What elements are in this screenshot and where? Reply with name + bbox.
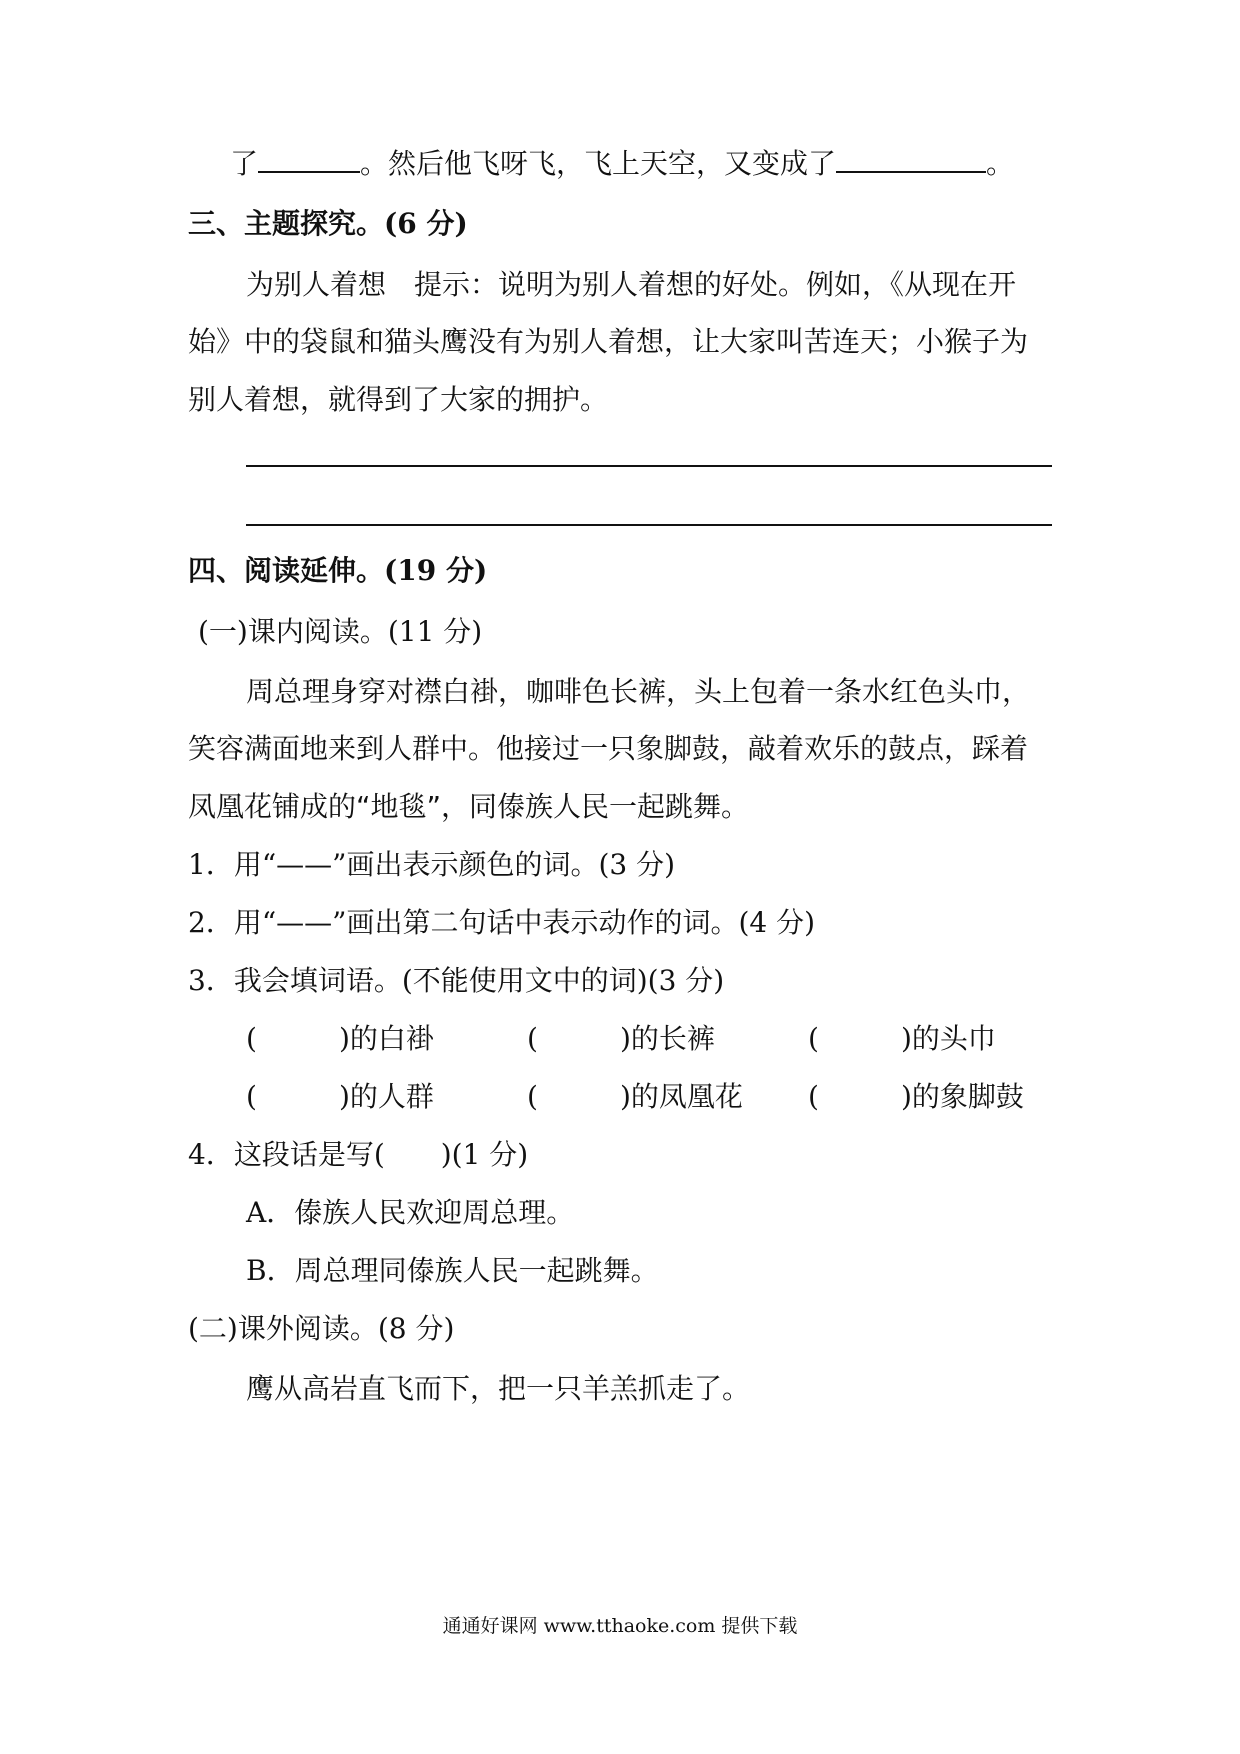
fill-item-label: 的凤凰花	[630, 1080, 743, 1113]
fill-item-label: 的人群	[349, 1080, 434, 1113]
section3-prompt-line3: 别人着想，就得到了大家的拥护。	[188, 383, 609, 416]
fill-item[interactable]: ( )的象脚鼓	[808, 1080, 1024, 1113]
part1-title: (一)课内阅读。(11 分)	[198, 615, 483, 648]
section3-prompt-line2: 始》中的袋鼠和猫头鹰没有为别人着想，让大家叫苦连天；小猴子为	[188, 325, 1029, 358]
passage-line3: 凤凰花铺成的“地毯”，同傣族人民一起跳舞。	[188, 790, 750, 823]
fill-item[interactable]: ( )的白褂	[246, 1022, 434, 1055]
section3-prompt-line1: 为别人着想 提示：说明为别人着想的好处。例如，《从现在开	[246, 268, 1017, 301]
fill-item-label: 的头巾	[911, 1022, 996, 1055]
fill-item[interactable]: ( )的凤凰花	[527, 1080, 743, 1113]
top-fill-line	[230, 144, 1014, 184]
passage-line2: 笑容满面地来到人群中。他接过一只象脚鼓，敲着欢乐的鼓点，踩着	[188, 732, 1029, 765]
fill-item[interactable]: ( )的长裤	[527, 1022, 715, 1055]
question-3: 3．我会填词语。(不能使用文中的词)(3 分)	[188, 964, 725, 997]
passage-line1: 周总理身穿对襟白褂，咖啡色长裤，头上包着一条水红色头巾，	[246, 675, 1031, 708]
part2-title: (二)课外阅读。(8 分)	[188, 1312, 455, 1345]
question-4: 4．这段话是写( )(1 分)	[188, 1138, 529, 1171]
section3-heading: 三、主题探究。(6 分)	[188, 207, 468, 240]
part2-passage-line1: 鹰从高岩直飞而下，把一只羊羔抓走了。	[246, 1372, 751, 1405]
section4-heading: 四、阅读延伸。(19 分)	[188, 554, 488, 587]
option-a[interactable]: A．傣族人民欢迎周总理。	[246, 1196, 575, 1229]
fill-blank-1[interactable]	[258, 147, 360, 173]
answer-line-1[interactable]	[246, 465, 1052, 467]
top-line-part1: 了	[230, 147, 259, 180]
question-1: 1．用“——”画出表示颜色的词。(3 分)	[188, 848, 676, 881]
fill-item-label: 的长裤	[630, 1022, 715, 1055]
page-footer: 通通好课网 www.tthaoke.com 提供下载	[442, 1615, 798, 1637]
option-b[interactable]: B．周总理同傣族人民一起跳舞。	[246, 1254, 659, 1287]
fill-item[interactable]: ( )的人群	[246, 1080, 434, 1113]
fill-blank-2[interactable]	[836, 147, 986, 173]
fill-item[interactable]: ( )的头巾	[808, 1022, 996, 1055]
top-line-part2: 。然后他飞呀飞，飞上天空，又变成了	[360, 147, 837, 180]
top-line-part3: 。	[986, 147, 1015, 180]
question-2: 2．用“——”画出第二句话中表示动作的词。(4 分)	[188, 906, 816, 939]
answer-line-2[interactable]	[246, 524, 1052, 526]
fill-item-label: 的白褂	[349, 1022, 434, 1055]
fill-item-label: 的象脚鼓	[911, 1080, 1024, 1113]
